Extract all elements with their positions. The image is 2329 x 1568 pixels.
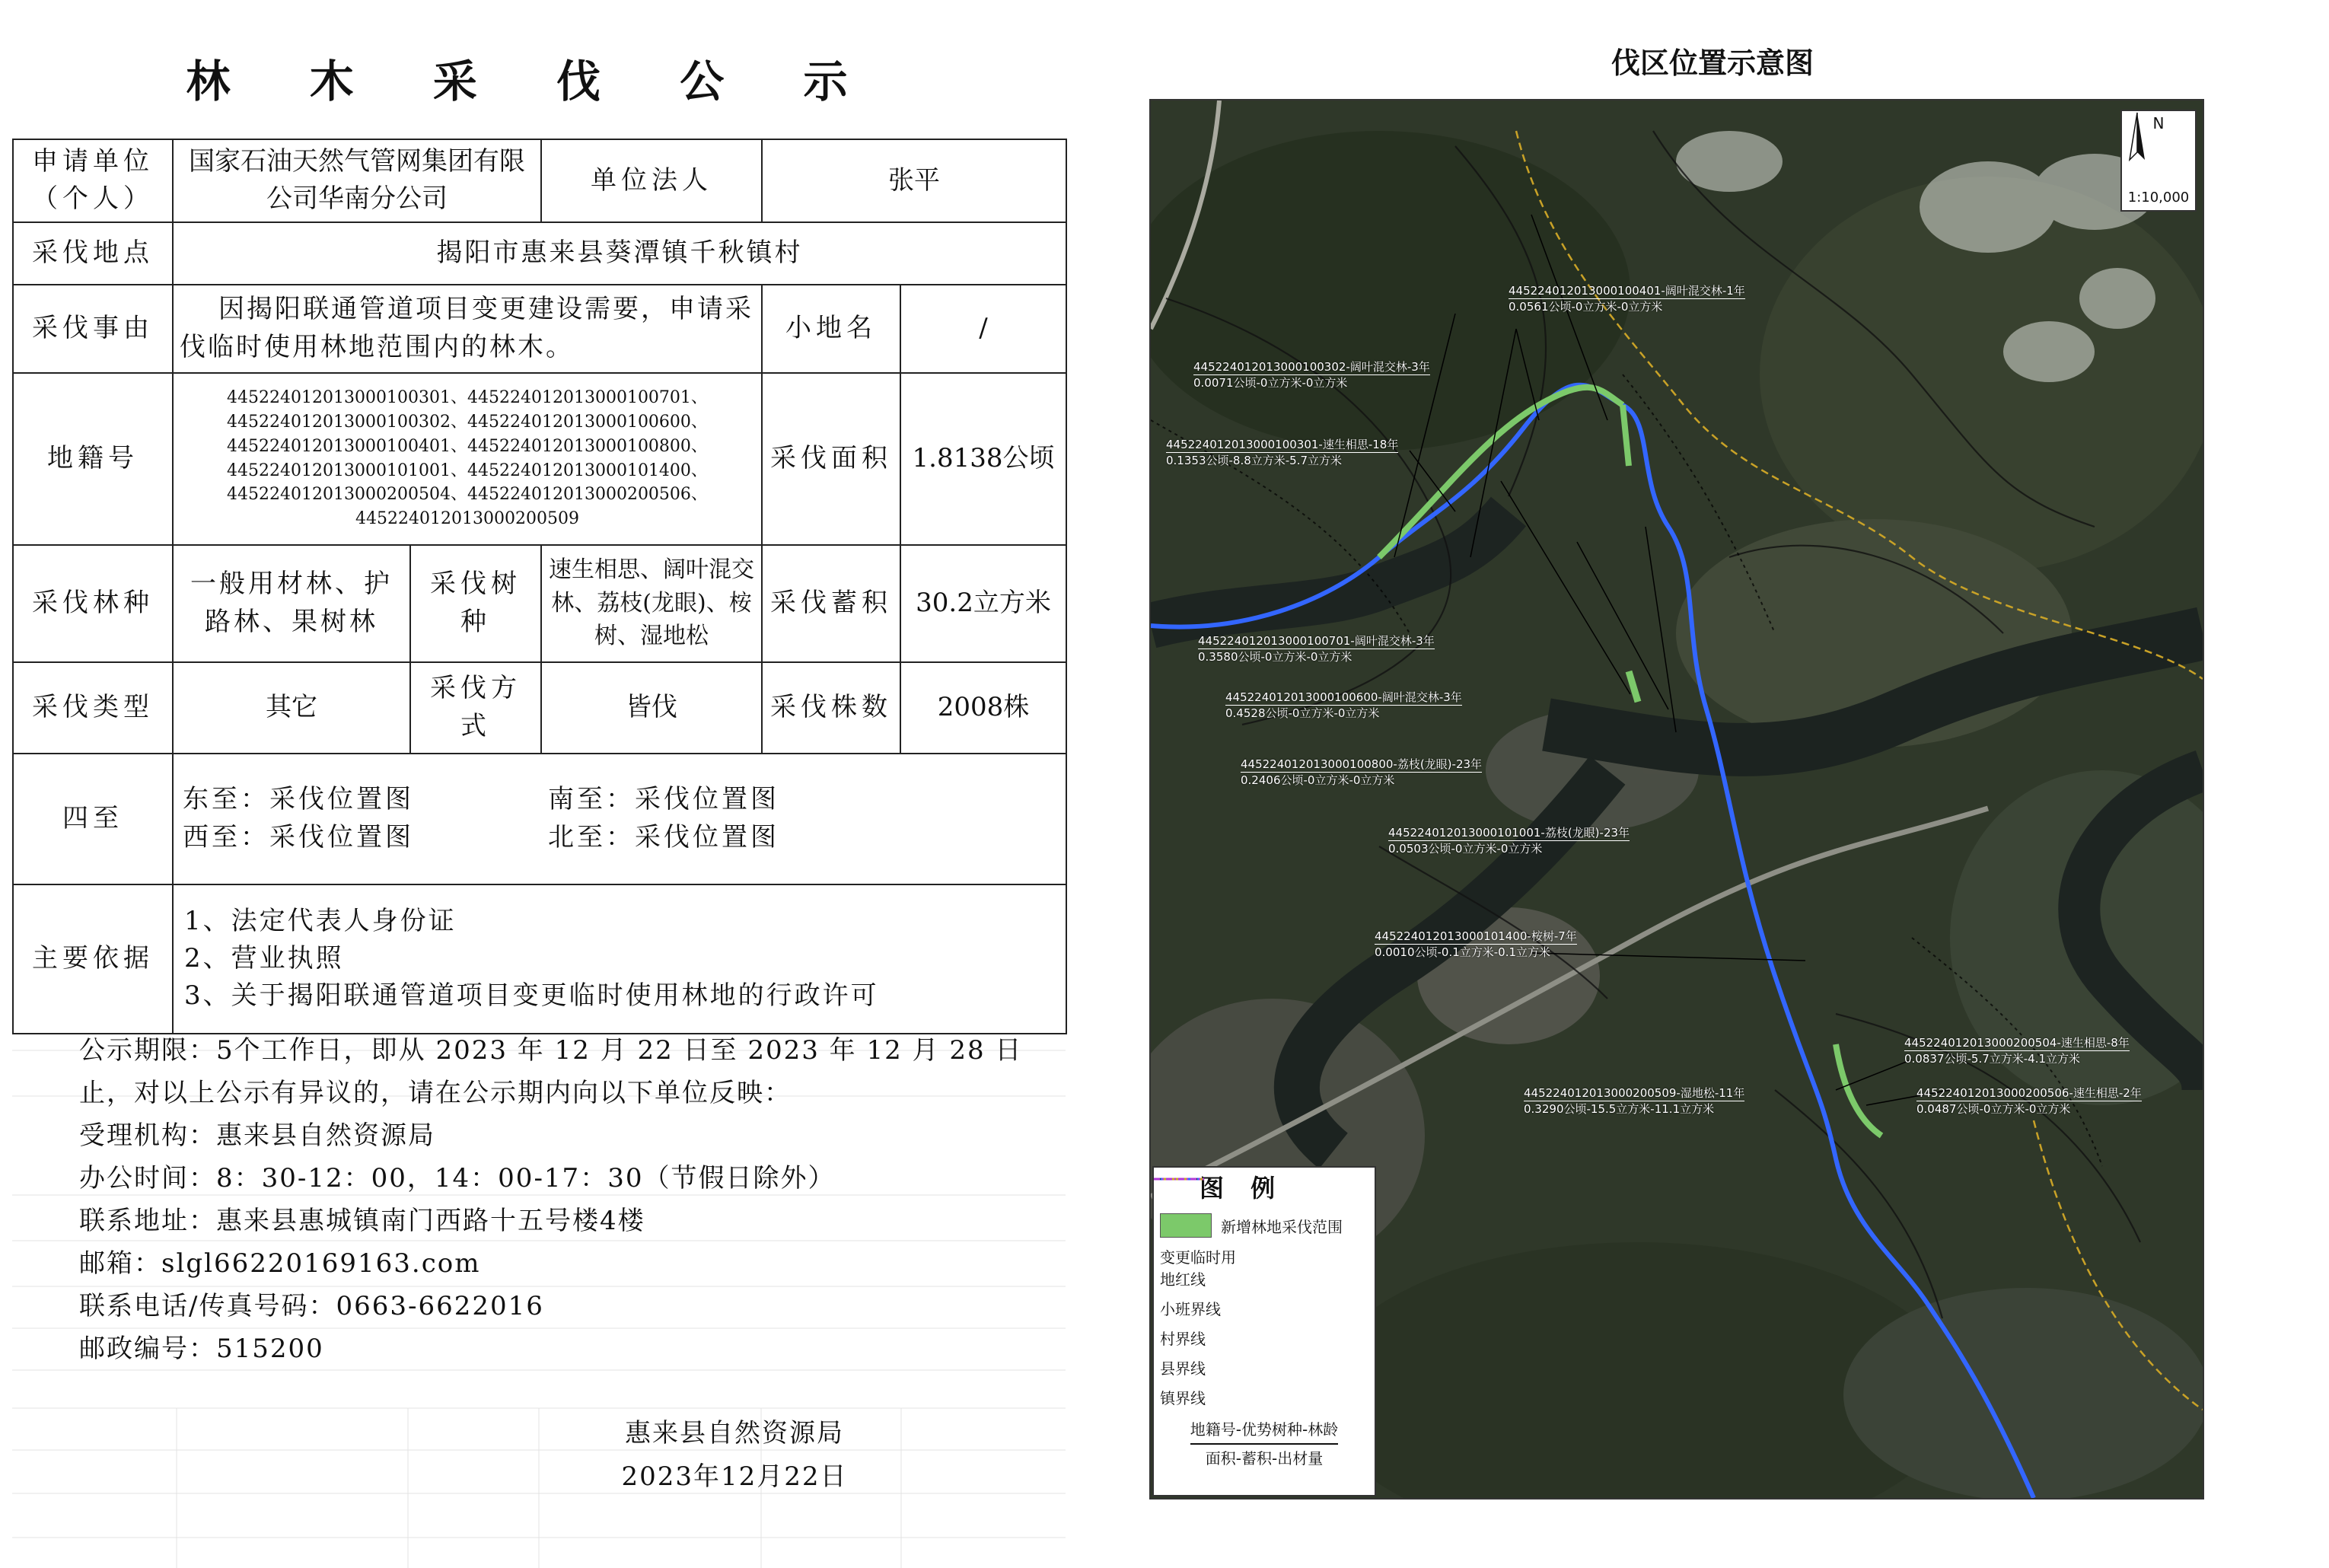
area-value: 1.8138公顷 [900,373,1066,545]
notice-hours: 办公时间：8：30-12：00，14：00-17：30（节假日除外） [79,1163,836,1194]
bounds-cell [173,754,1066,884]
forest-type-label: 采伐林种 [13,545,173,662]
parcel-label-10: 445224012013000200506-速生相思-2年 0.0487公顷-0立方米-0立方米 [1916,1086,2142,1116]
legend-label-format: 地籍号-优势树种-林龄 面积-蓄积-出材量 [1154,1416,1375,1472]
method-label: 采伐方式 [410,662,541,754]
notice-address: 联系地址：惠来县惠城镇南门西路十五号楼4楼 [79,1206,645,1236]
cut-type-value: 其它 [173,662,410,754]
notice-period: 公示期限：5个工作日，即从 2023 年 12 月 22 日至 2023 年 12 月 28 日止，对以上公示有异议的，请在公示期内向以下单位反映： [79,1035,1023,1108]
map-title: 伐区位置示意图 [1611,46,1814,80]
north-label: N [2152,114,2165,132]
count-label: 采伐株数 [762,662,900,754]
parcel-label-3: 445224012013000100701-阔叶混交林-3年 0.3580公顷-0立方米-0立方米 [1198,634,1435,664]
north-bound: 北至：采伐位置图 [548,821,779,853]
legend-item-town: 镇界线 [1160,1386,1375,1408]
basis-cell [173,884,1066,1034]
notice-agency: 受理机构：惠来县自然资源局 [79,1120,435,1151]
felling-range-swatch [1160,1213,1212,1238]
basis-item-2: 2、营业执照 [184,942,344,974]
notice-phone: 联系电话/传真号码：0663-6622016 [79,1291,544,1321]
issue-date: 2023年12月22日 [621,1461,848,1492]
south-bound: 南至：采伐位置图 [548,784,779,815]
cut-type-label: 采伐类型 [13,662,173,754]
volume-value: 30.2立方米 [900,545,1066,662]
parcel-label-1: 445224012013000100302-阔叶混交林-3年 0.0071公顷-0立方米-0立方米 [1193,360,1430,390]
notice-email: 邮箱：slgl66220169163.com [79,1248,481,1279]
parcel-label-6: 445224012013000101001-荔枝(龙眼)-23年 0.0503公顷-0立方米-0立方米 [1388,826,1630,856]
map-scale: 1:10,000 [2127,190,2190,206]
legend-item-village: 村界线 [1160,1327,1375,1349]
notice-title: 林 木 采 伐 公 示 [186,56,880,107]
subplot-value: / [900,285,1066,373]
applicant-label: 申请单位（个人） [13,139,173,222]
east-bound: 东至：采伐位置图 [183,784,414,815]
count-value: 2008株 [900,662,1066,754]
felling-info-table [12,139,1067,1034]
forest-type-value: 一般用材林、护路林、果树林 [173,545,410,662]
parcel-label-2: 445224012013000100301-速生相思-18年 0.1353公顷-8.8立方米-5.7立方米 [1166,438,1399,467]
reason-label: 采伐事由 [13,285,173,373]
parcel-label-0: 445224012013000100401-阔叶混交林-1年 0.0561公顷-0立方米-0立方米 [1509,284,1745,314]
north-arrow-icon [2122,111,2152,164]
basis-item-1: 1、法定代表人身份证 [184,905,457,936]
legend-item-compartment: 小班界线 [1160,1297,1375,1319]
applicant-value: 国家石油天然气管网集团有限公司华南分公司 [173,139,541,222]
parcel-label-5: 445224012013000100800-荔枝(龙眼)-23年 0.2406公顷-0立方米-0立方米 [1241,757,1483,787]
method-value: 皆伐 [541,662,762,754]
notice-postcode: 邮政编号：515200 [79,1334,324,1364]
species-label: 采伐树种 [410,545,541,662]
legal-rep-label: 单位法人 [541,139,762,222]
location-value: 揭阳市惠来县葵潭镇千秋镇村 [173,222,1066,285]
parcel-label-7: 445224012013000101400-桉树-7年 0.0010公顷-0.1立方米-0.1立方米 [1375,929,1577,959]
north-arrow [2120,110,2197,212]
parcel-label-8: 445224012013000200504-速生相思-8年 0.0837公顷-5.7立方米-4.1立方米 [1904,1036,2130,1066]
parcel-label-4: 445224012013000100600-阔叶混交林-3年 0.4528公顷-0立方米-0立方米 [1225,690,1462,720]
area-label: 采伐面积 [762,373,900,545]
legend-item-red-line: 变更临时用地红线 [1160,1245,1375,1289]
parcel-numbers: 445224012013000100301、445224012013000100701、445224012013000100302、445224012013000100600、445224012013000100401、445224012013000100800、445224012013000101001、445224012013000101400、445224012013000200504、445224012013000200506、445224012013000200509 [173,373,762,545]
issuer-signature: 惠来县自然资源局 [625,1418,844,1448]
legend-title: 图 例 [1200,1174,1285,1203]
location-label: 采伐地点 [13,222,173,285]
legal-rep-value: 张平 [762,139,1066,222]
west-bound: 西至：采伐位置图 [183,821,414,853]
map-legend [1152,1166,1376,1496]
legend-item-felling-range: 新增林地采伐范围 [1160,1213,1375,1238]
site-location-map [1149,99,2204,1499]
parcel-label-9: 445224012013000200509-湿地松-11年 0.3290公顷-15.5立方米-11.1立方米 [1524,1086,1745,1116]
basis-item-3: 3、关于揭阳联通管道项目变更临时使用林地的行政许可 [184,980,879,1012]
town-line-swatch [1154,1168,1204,1190]
reason-value: 因揭阳联通管道项目变更建设需要，申请采伐临时使用林地范围内的林木。 [173,285,762,373]
basis-label: 主要依据 [13,884,173,1034]
subplot-label: 小地名 [762,285,900,373]
species-value: 速生相思、阔叶混交林、荔枝(龙眼)、桉树、湿地松 [541,545,762,662]
bounds-label: 四至 [13,754,173,884]
legend-item-county: 县界线 [1160,1356,1375,1378]
notice-text [15,1029,1066,1370]
volume-label: 采伐蓄积 [762,545,900,662]
parcel-label: 地籍号 [13,373,173,545]
